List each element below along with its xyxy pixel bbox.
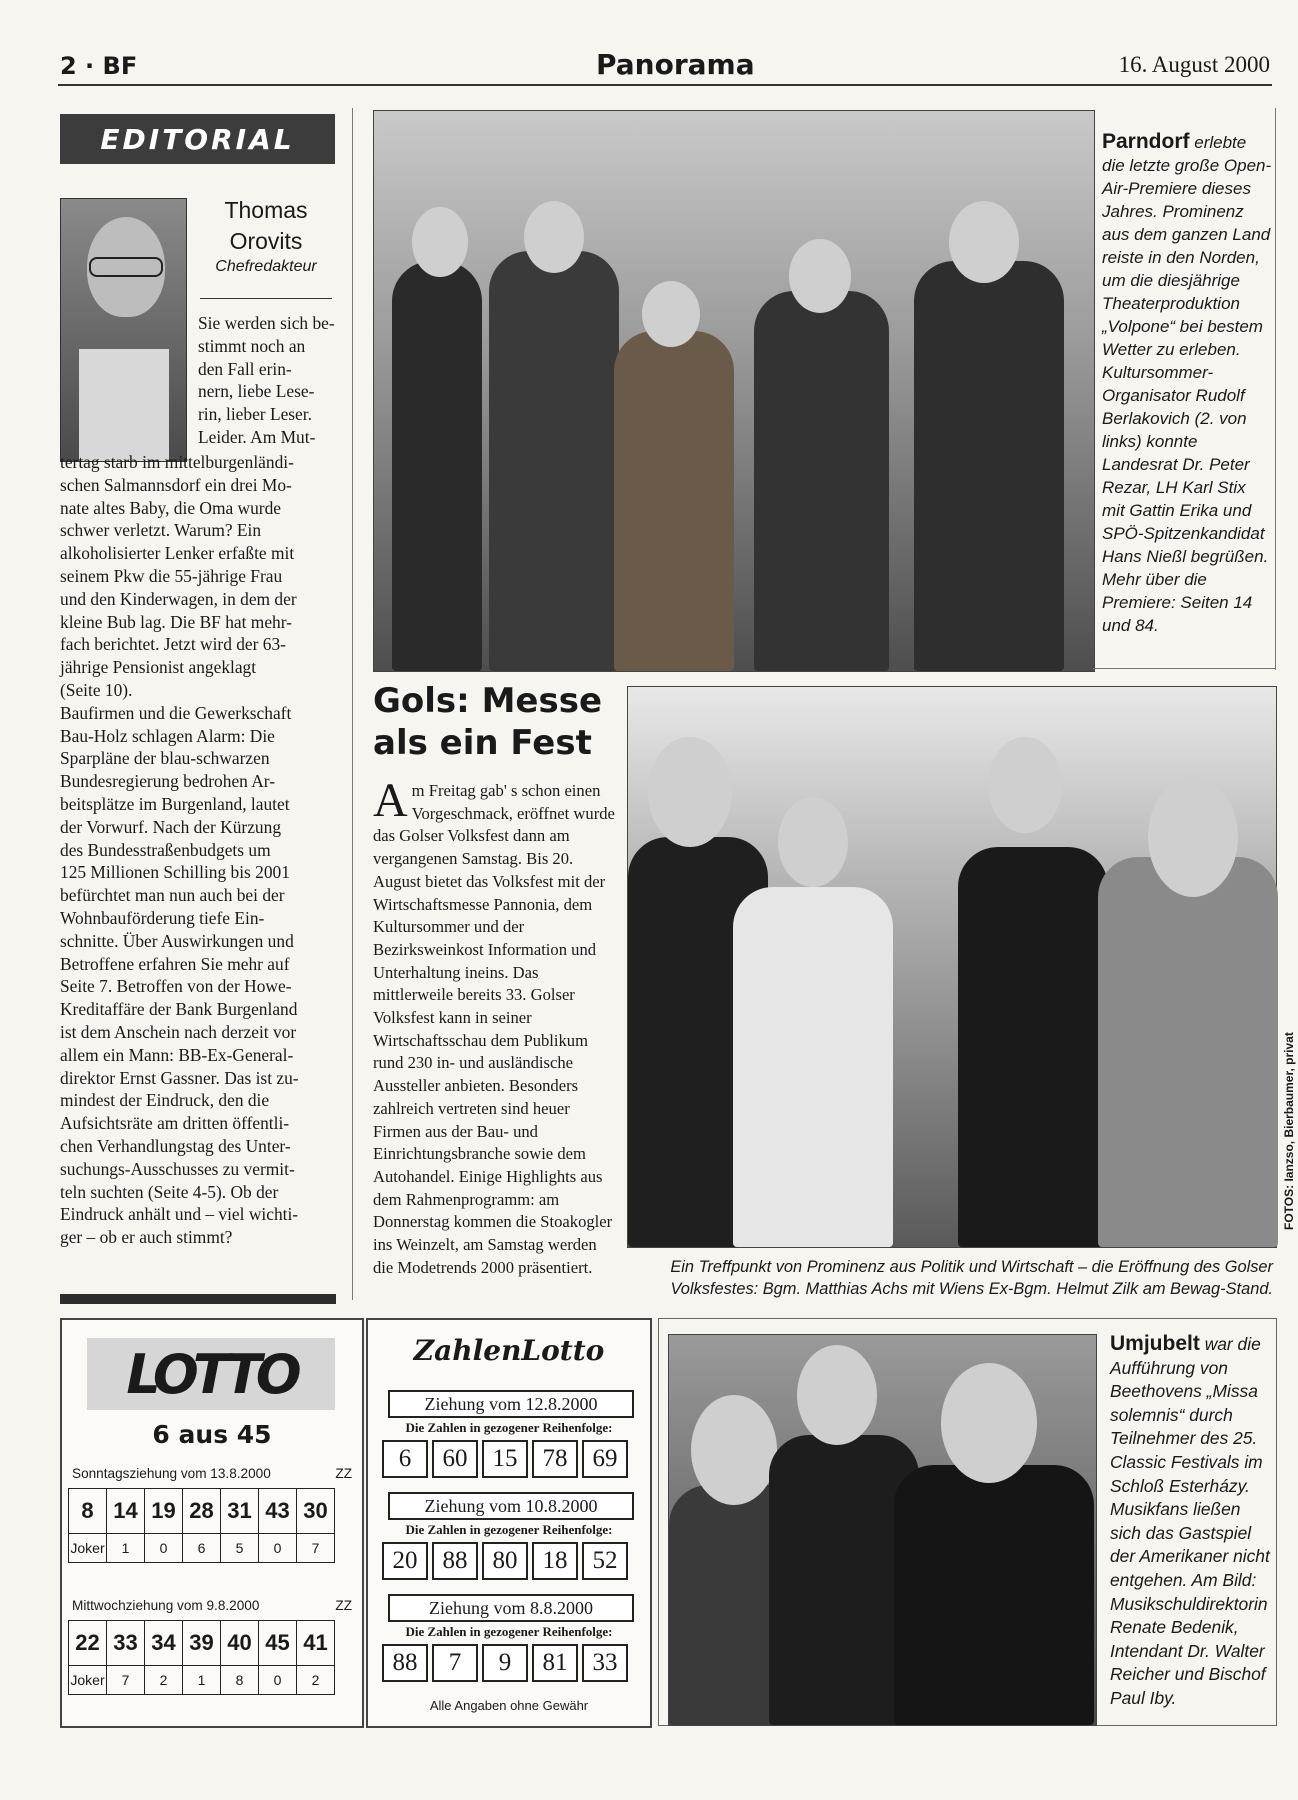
lotto-number: 14 — [107, 1489, 145, 1534]
editorial-line: des Bundesstraßenbudgets um — [60, 839, 271, 860]
editorial-line: den Fall erin- — [198, 358, 292, 379]
page-number: 2 · BF — [60, 52, 138, 80]
person-head — [778, 797, 848, 887]
joker-digit: 1 — [107, 1534, 145, 1563]
author-last-name: Orovits — [229, 228, 303, 254]
portrait-glasses — [89, 257, 163, 277]
editorial-line: Bau-Holz schlagen Alarm: Die — [60, 725, 275, 746]
zahlenlotto-number: 88 — [382, 1644, 428, 1682]
editorial-line: Aufsichtsräte am dritten öffentli- — [60, 1113, 290, 1134]
lotto-draw-label — [72, 1466, 352, 1481]
parndorf-caption — [1102, 130, 1272, 637]
zahlenlotto-number: 9 — [482, 1644, 528, 1682]
editorial-line: Leider. Am Mut- — [198, 426, 316, 447]
editorial-line: ger – ob er auch stimmt? — [60, 1227, 233, 1248]
lotto-zz-number: 30 — [297, 1489, 335, 1534]
editorial-line: Seite 7. Betroffen von der Howe- — [60, 976, 292, 997]
lotto-zz-label: ZZ — [335, 1598, 352, 1613]
esterhazy-caption-text: war die Aufführung von Beethovens „Missa solemnis“ durch Teilnehmer des 25. Classic Festivals im Schloß Esterházy. Musikfans ließen sich das Gastspiel der Amerikaner nicht entgehen. Am Bild: Musikschuldirektorin Renate Bedenik, Intendant Dr. Walter Reicher und Bischof Paul Iby. — [1110, 1334, 1270, 1708]
person-head — [691, 1395, 777, 1505]
joker-digit: 7 — [107, 1666, 145, 1695]
lotto-number: 28 — [183, 1489, 221, 1534]
zahlenlotto-number: 78 — [532, 1440, 578, 1478]
zahlenlotto-number: 81 — [532, 1644, 578, 1682]
editorial-line: Baufirmen und die Gewerkschaft — [60, 702, 292, 723]
person-head — [789, 239, 851, 313]
editorial-line: allem ein Mann: BB-Ex-General- — [60, 1044, 294, 1065]
lotto-zz-number: 41 — [297, 1621, 335, 1666]
zahlenlotto-number: 60 — [432, 1440, 478, 1478]
lotto-draw-date: Sonntagsziehung vom 13.8.2000 — [72, 1466, 271, 1481]
person-silhouette — [1098, 857, 1278, 1247]
zahlenlotto-number: 18 — [532, 1542, 578, 1580]
editorial-line: rin, lieber Leser. — [198, 404, 312, 425]
person-head — [797, 1345, 877, 1445]
editorial-line: (Seite 10). — [60, 679, 133, 700]
joker-digit: 2 — [145, 1666, 183, 1695]
lotto-zz-label: ZZ — [335, 1466, 352, 1481]
author-first-name: Thomas — [224, 197, 308, 223]
lotto-number: 39 — [183, 1621, 221, 1666]
zahlenlotto-numbers — [382, 1644, 628, 1682]
person-head — [642, 281, 700, 347]
zahlenlotto-date: Ziehung vom 12.8.2000 — [388, 1390, 634, 1418]
editorial-line: tertag starb im mittelburgenländi- — [60, 452, 294, 472]
gols-article-text: m Freitag gab' s schon einen Vorgeschmack, eröffnet wurde das Golser Volksfest dann am vergangenen Samstag. Bis 20. August bietet das Volksfest mit der Wirtschaftsmesse Pannonia, dem Kultursommer und der Bezirksweinkost Information und Unterhaltung ineins. Das mittlerweile bereits 33. Golser Volksfest kann in seiner Wirtschaftsschau dem Publikum rund 230 in- und ausländische Aussteller anbieten. Besonders zahlreich vertreten sind heuer Firmen aus der Bau- und Einrichtungsbranche sowie dem Autohandel. Einige Highlights aus dem Rahmenprogramm: am Donnerstag kommen die Stoakogler ins Weinzelt, am Samstag werden die Modetrends 2000 präsentiert. — [373, 781, 615, 1277]
joker-digit: 0 — [259, 1534, 297, 1563]
editorial-line: beitsplätze im Burgenland, lautet — [60, 793, 290, 814]
editorial-intro — [198, 312, 335, 449]
editorial-line: schnitte. Über Auswirkungen und — [60, 930, 294, 951]
editorial-line: chen Verhandlungstag des Unter- — [60, 1135, 291, 1156]
editorial-line: seinem Pkw die 55-jährige Frau — [60, 565, 283, 586]
joker-label: Joker — [69, 1534, 107, 1563]
lotto-subtitle: 6 aus 45 — [152, 1420, 272, 1449]
editorial-end-bar — [60, 1294, 336, 1304]
joker-digit: 0 — [145, 1534, 183, 1563]
editorial-banner: EDITORIAL — [60, 114, 335, 164]
joker-label: Joker — [69, 1666, 107, 1695]
person-head — [988, 737, 1062, 833]
author-name — [200, 195, 332, 257]
gols-headline — [373, 680, 613, 764]
lotto-number: 8 — [69, 1489, 107, 1534]
author-role: Chefredakteur — [215, 258, 317, 275]
editorial-line: kleine Bub lag. Die BF hat mehr- — [60, 611, 292, 632]
person-silhouette — [894, 1465, 1094, 1725]
editorial-line: ist dem Anschein nach derzeit vor — [60, 1021, 297, 1042]
person-head — [524, 201, 584, 273]
esterhazy-caption-lead: Umjubelt — [1110, 1332, 1200, 1355]
lotto-table — [68, 1620, 335, 1695]
person-head — [648, 737, 732, 847]
zahlenlotto-number: 52 — [582, 1542, 628, 1580]
editorial-line: der Vorwurf. Nach der Kürzung — [60, 816, 282, 837]
parndorf-photo — [373, 110, 1095, 672]
author-rule — [200, 298, 332, 299]
caption-rule — [1093, 668, 1275, 669]
lotto-number: 34 — [145, 1621, 183, 1666]
lotto-table — [68, 1488, 335, 1563]
gols-dropcap: A — [373, 774, 408, 827]
joker-digit: 2 — [297, 1666, 335, 1695]
zahlenlotto-date: Ziehung vom 8.8.2000 — [388, 1594, 634, 1622]
editorial-line: Sparpläne der blau-schwarzen — [60, 748, 270, 769]
editorial-line: teln suchten (Seite 4-5). Ob der — [60, 1181, 279, 1202]
esterhazy-caption — [1110, 1332, 1275, 1711]
lotto-number: 19 — [145, 1489, 183, 1534]
section-title: Panorama — [596, 48, 755, 81]
person-silhouette — [392, 261, 482, 671]
portrait-shirt — [79, 349, 169, 461]
author-portrait — [60, 198, 187, 462]
lotto-box — [60, 1318, 364, 1728]
zahlenlotto-number: 15 — [482, 1440, 528, 1478]
lotto-draw-label — [72, 1598, 352, 1613]
gols-headline-line: Gols: Messe — [373, 681, 603, 721]
person-silhouette — [614, 331, 734, 671]
editorial-line: Bundesregierung bedrohen Ar- — [60, 771, 276, 792]
gols-photo — [627, 686, 1277, 1248]
editorial-line: und den Kinderwagen, in dem der — [60, 588, 297, 609]
caption-rule — [1275, 108, 1276, 670]
zahlenlotto-number: 6 — [382, 1440, 428, 1478]
person-silhouette — [914, 261, 1064, 671]
lotto-draw-date: Mittwochziehung vom 9.8.2000 — [72, 1598, 260, 1613]
zahlenlotto-numbers — [382, 1440, 628, 1478]
person-head — [1148, 777, 1238, 897]
zahlenlotto-number: 69 — [582, 1440, 628, 1478]
lotto-number: 33 — [107, 1621, 145, 1666]
editorial-line: mindest der Eindruck, den die — [60, 1090, 270, 1111]
gols-article — [373, 774, 617, 1279]
editorial-line: Sie werden sich be- — [198, 313, 335, 333]
joker-digit: 8 — [221, 1666, 259, 1695]
person-head — [949, 201, 1019, 283]
person-head — [941, 1363, 1037, 1483]
issue-date: 16. August 2000 — [1118, 52, 1270, 77]
zahlenlotto-box — [366, 1318, 652, 1728]
zahlenlotto-number: 80 — [482, 1542, 528, 1580]
joker-digit: 0 — [259, 1666, 297, 1695]
person-silhouette — [958, 847, 1108, 1247]
editorial-line: suchungs-Ausschusses zu vermit- — [60, 1158, 295, 1179]
lotto-number: 31 — [221, 1489, 259, 1534]
zahlenlotto-logo: ZahlenLotto — [413, 1334, 605, 1367]
lotto-number: 43 — [259, 1489, 297, 1534]
person-silhouette — [733, 887, 893, 1247]
editorial-line: Eindruck anhält und – viel wichti- — [60, 1204, 299, 1225]
gols-photo-caption: Ein Treffpunkt von Prominenz aus Politik und Wirtschaft – die Eröffnung des Golser Volksfestes: Bgm. Matthias Achs mit Wiens Ex-Bgm. Helmut Zilk am Bewag-Stand. — [670, 1258, 1273, 1298]
editorial-line: alkoholisierter Lenker erfaßte mit — [60, 543, 295, 564]
editorial-line: stimmt noch an — [198, 335, 306, 356]
zahlenlotto-number: 33 — [582, 1644, 628, 1682]
zahlenlotto-numbers — [382, 1542, 628, 1580]
editorial-line: nern, liebe Lese- — [198, 381, 315, 402]
joker-digit: 7 — [297, 1534, 335, 1563]
editorial-line: jährige Pensionist angeklagt — [60, 657, 257, 678]
person-silhouette — [754, 291, 889, 671]
lotto-number: 22 — [69, 1621, 107, 1666]
zahlenlotto-disclaimer: Alle Angaben ohne Gewähr — [429, 1698, 589, 1713]
parndorf-caption-text: erlebte die letzte große Open-Air-Premiere dieses Jahres. Prominenz aus dem ganzen Land reiste in den Norden, um die diesjährige Theaterproduktion „Volpone“ bei bestem Wetter zu erleben. Kultursommer-Organisator Rudolf Berlakovich (2. von links) konnte Landesrat Dr. Peter Rezar, LH Karl Stix mit Gattin Erika und SPÖ-Spitzenkandidat Hans Nießl begrüßen. Mehr über die Premiere: Seiten 14 und 84. — [1102, 133, 1272, 635]
lotto-number: 45 — [259, 1621, 297, 1666]
column-divider — [352, 108, 353, 1300]
gols-headline-line: als ein Fest — [373, 723, 592, 763]
photo-credit-text: FOTOS: Ianzso, Bierbaumer, privat — [1282, 1032, 1296, 1230]
editorial-line: 125 Millionen Schilling bis 2001 — [60, 862, 290, 883]
parndorf-caption-lead: Parndorf — [1102, 130, 1190, 153]
esterhazy-photo — [668, 1334, 1097, 1726]
header-rule — [58, 84, 1272, 86]
editorial-line: Kreditaffäre der Bank Burgenland — [60, 999, 298, 1020]
zahlenlotto-order-label: Die Zahlen in gezogener Reihenfolge: — [405, 1624, 613, 1639]
editorial-line: Betroffene erfahren Sie mehr auf — [60, 953, 290, 974]
lotto-number: 40 — [221, 1621, 259, 1666]
editorial-line: nate altes Baby, die Oma wurde — [60, 497, 282, 518]
joker-digit: 6 — [183, 1534, 221, 1563]
editorial-line: schwer verletzt. Warum? Ein — [60, 520, 262, 541]
joker-digit: 1 — [183, 1666, 221, 1695]
editorial-line: fach berichtet. Jetzt wird der 63- — [60, 634, 286, 655]
person-head — [412, 207, 468, 277]
editorial-line: direktor Ernst Gassner. Das ist zu- — [60, 1067, 299, 1088]
zahlenlotto-number: 7 — [432, 1644, 478, 1682]
editorial-line: schen Salmannsdorf ein drei Mo- — [60, 474, 292, 495]
editorial-line: Wohnbauförderung tiefe Ein- — [60, 907, 265, 928]
zahlenlotto-order-label: Die Zahlen in gezogener Reihenfolge: — [405, 1420, 613, 1435]
editorial-body — [60, 451, 335, 1249]
person-silhouette — [489, 251, 619, 671]
lotto-logo: LOTTO — [87, 1338, 335, 1410]
photo-credit — [1278, 1010, 1298, 1230]
zahlenlotto-number: 20 — [382, 1542, 428, 1580]
zahlenlotto-order-label: Die Zahlen in gezogener Reihenfolge: — [405, 1522, 613, 1537]
editorial-line: befürchtet man nun auch bei der — [60, 885, 285, 906]
zahlenlotto-date: Ziehung vom 10.8.2000 — [388, 1492, 634, 1520]
joker-digit: 5 — [221, 1534, 259, 1563]
zahlenlotto-number: 88 — [432, 1542, 478, 1580]
